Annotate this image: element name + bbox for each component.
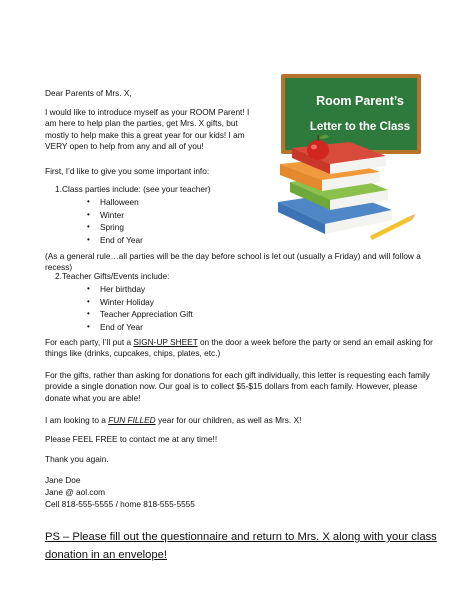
list-item: • Teacher Appreciation Gift [100, 308, 193, 321]
intro-paragraph: I would like to introduce myself as your ROOM Parent! I am here to help plan the parties, get Mrs. X gifts, but mostly to help make this a great year for our kids! I am VERY open to help from any and all of you! [45, 107, 250, 152]
general-rule-note: (As a general rule…all parties will be the day before school is let out (usually a Friday) and will follow a recess) [45, 251, 421, 273]
board-title-line2: Letter to the Class [309, 121, 411, 133]
list-item: • Winter Holiday [100, 296, 193, 309]
signature-name: Jane Doe [45, 475, 81, 485]
party-paragraph: For each party, I’ll put a SIGN-UP SHEET on the door a week before the party or send an email asking for things like (drinks, cupcakes, chips, plates, etc.) [45, 337, 433, 359]
greeting: Dear Parents of Mrs. X, [45, 88, 132, 98]
list-item: • Spring [100, 221, 143, 234]
contact-line: Please FEEL FREE to contact me at any time!! [45, 434, 218, 444]
thanks-line: Thank you again. [45, 454, 109, 464]
list-item: • Halloween [100, 196, 143, 209]
signature-phone: Cell 818-555-5555 / home 818-555-5555 [45, 499, 195, 509]
party-list [55, 183, 211, 196]
books-icon [278, 142, 392, 234]
list-item: • End of Year [100, 234, 143, 247]
list-heading: 1. Class parties include: (see your teacher) [55, 184, 211, 194]
fun-filled-highlight: FUN FILLED [108, 415, 156, 425]
list-heading: 2. Teacher Gifts/Events include: [55, 271, 170, 281]
chalkboard-icon [281, 74, 421, 154]
ps-note: PS – Please fill out the questionnaire and return to Mrs. X along with your class donation in an envelope! [45, 531, 437, 561]
list-item: • Her birthday [100, 283, 193, 296]
signup-sheet-highlight: SIGN-UP SHEET [133, 337, 198, 347]
letter-illustration [250, 70, 422, 240]
signature-email: Jane @ aol.com [45, 487, 106, 497]
fun-paragraph: I am looking to a FUN FILLED year for our children, as well as Mrs. X! [45, 415, 302, 425]
gifts-list [55, 270, 170, 283]
gifts-paragraph: For the gifts, rather than asking for donations for each gift individually, this letter is requesting each family provide a single donation now. Our goal is to collect $5-$15 dollars from each family. However, please donate what you are able! [45, 370, 430, 403]
board-title-line1: Room Parent’s [316, 94, 404, 108]
gift-items [100, 283, 193, 334]
list-item: • End of Year [100, 321, 193, 334]
list-item: • Winter [100, 209, 143, 222]
info-intro: First, I’d like to give you some important info: [45, 166, 210, 176]
party-items [100, 196, 143, 247]
